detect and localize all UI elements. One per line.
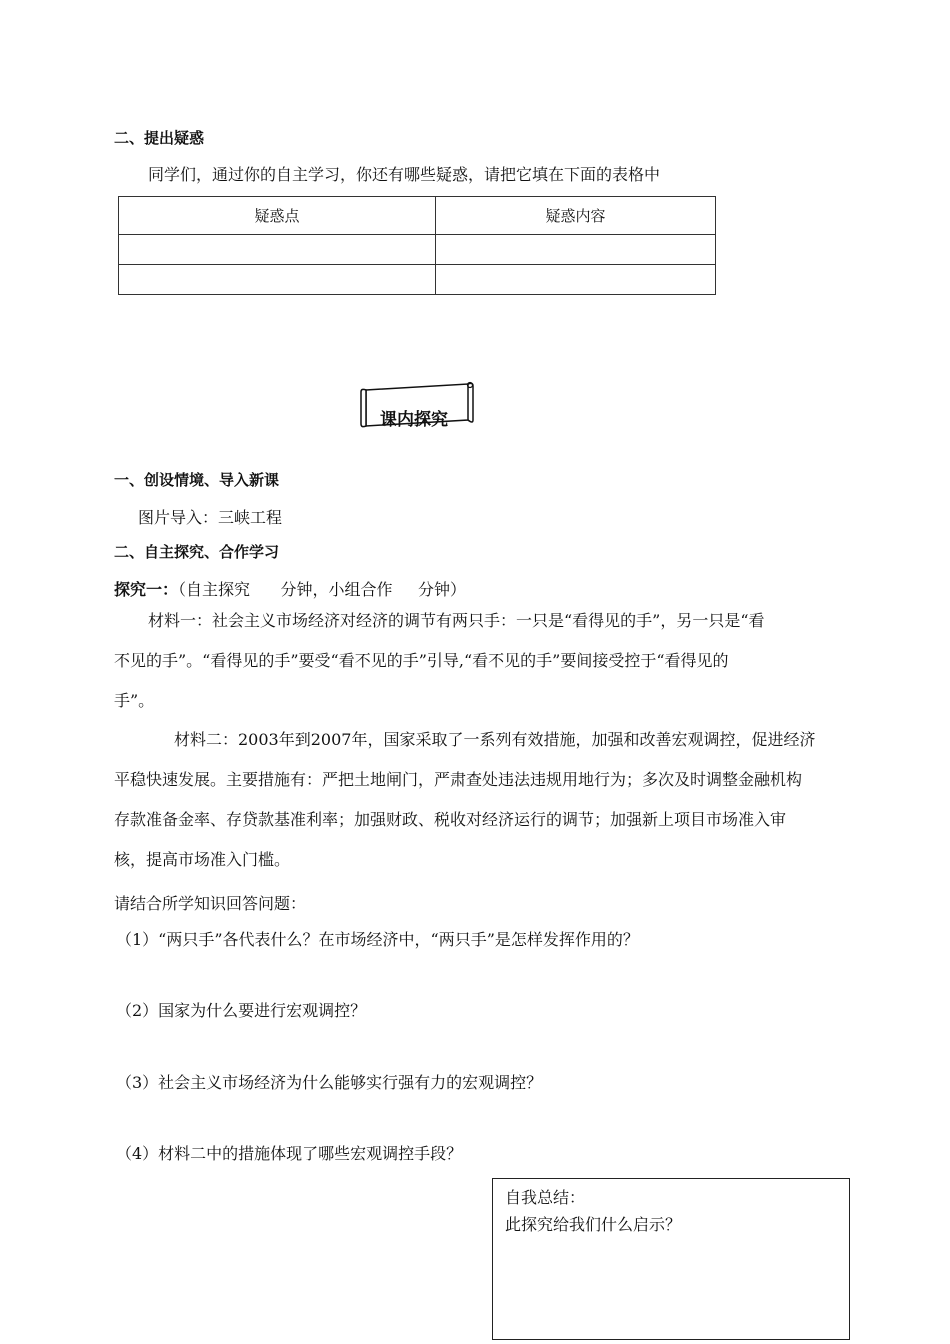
question-3: （3）社会主义市场经济为什么能够实行强有力的宏观调控？ xyxy=(116,1073,543,1092)
doubts-table xyxy=(118,196,716,295)
doubts-intro: 同学们，通过你的自主学习，你还有哪些疑惑，请把它填在下面的表格中 xyxy=(148,165,661,184)
summary-title: 自我总结： xyxy=(505,1188,586,1207)
material-two-line: 材料二：2003年到2007年，国家采取了一系列有效措施，加强和改善宏观调控，促进经济 xyxy=(174,730,816,749)
material-two-line: 平稳快速发展。主要措施有：严把土地闸门，严肃查处违法违规用地行为；多次及时调整金融机构 xyxy=(114,770,803,789)
material-one-line: 材料一：社会主义市场经济对经济的调节有两只手：一只是“看得见的手”，另一只是“看 xyxy=(148,611,765,630)
section-heading-explore: 二、自主探究、合作学习 xyxy=(114,543,280,561)
material-two-line: 核，提高市场准入门槛。 xyxy=(114,850,291,869)
section-heading-intro: 一、创设情境、导入新课 xyxy=(114,471,280,489)
table-row xyxy=(119,235,716,265)
material-one-line: 手”。 xyxy=(114,691,155,710)
material-two xyxy=(114,720,838,880)
question-2: （2）国家为什么要进行宏观调控？ xyxy=(116,1001,367,1020)
self-summary-box[interactable] xyxy=(492,1178,850,1340)
explore-time-text: （自主探究 分钟，小组合作 分钟） xyxy=(178,580,466,599)
table-header-doubt-content: 疑惑内容 xyxy=(436,197,716,235)
question-4: （4）材料二中的措施体现了哪些宏观调控手段？ xyxy=(116,1144,463,1163)
table-header-doubt-point: 疑惑点 xyxy=(119,197,436,235)
table-cell[interactable] xyxy=(119,235,436,265)
section-heading-doubts: 二、提出疑惑 xyxy=(114,129,205,147)
question-1: （1）“两只手”各代表什么？在市场经济中，“两只手”是怎样发挥作用的？ xyxy=(116,930,639,949)
table-row xyxy=(119,265,716,295)
table-cell[interactable] xyxy=(436,265,716,295)
table-cell[interactable] xyxy=(119,265,436,295)
summary-question: 此探究给我们什么启示？ xyxy=(505,1215,682,1234)
material-one xyxy=(114,601,838,721)
intro-text: 图片导入：三峡工程 xyxy=(138,508,283,527)
questions-prompt: 请结合所学知识回答问题： xyxy=(114,894,307,913)
material-one-line: 不见的手”。“看得见的手”要受“看不见的手”引导,“看不见的手”要间接受控于“看得见的 xyxy=(114,651,729,670)
table-cell[interactable] xyxy=(436,235,716,265)
material-two-line: 存款准备金率、存贷款基准利率；加强财政、税收对经济运行的调节；加强新上项目市场准入审 xyxy=(114,810,787,829)
explore-label: 探究一： xyxy=(114,580,179,599)
banner-label: 课内探究 xyxy=(380,410,448,430)
